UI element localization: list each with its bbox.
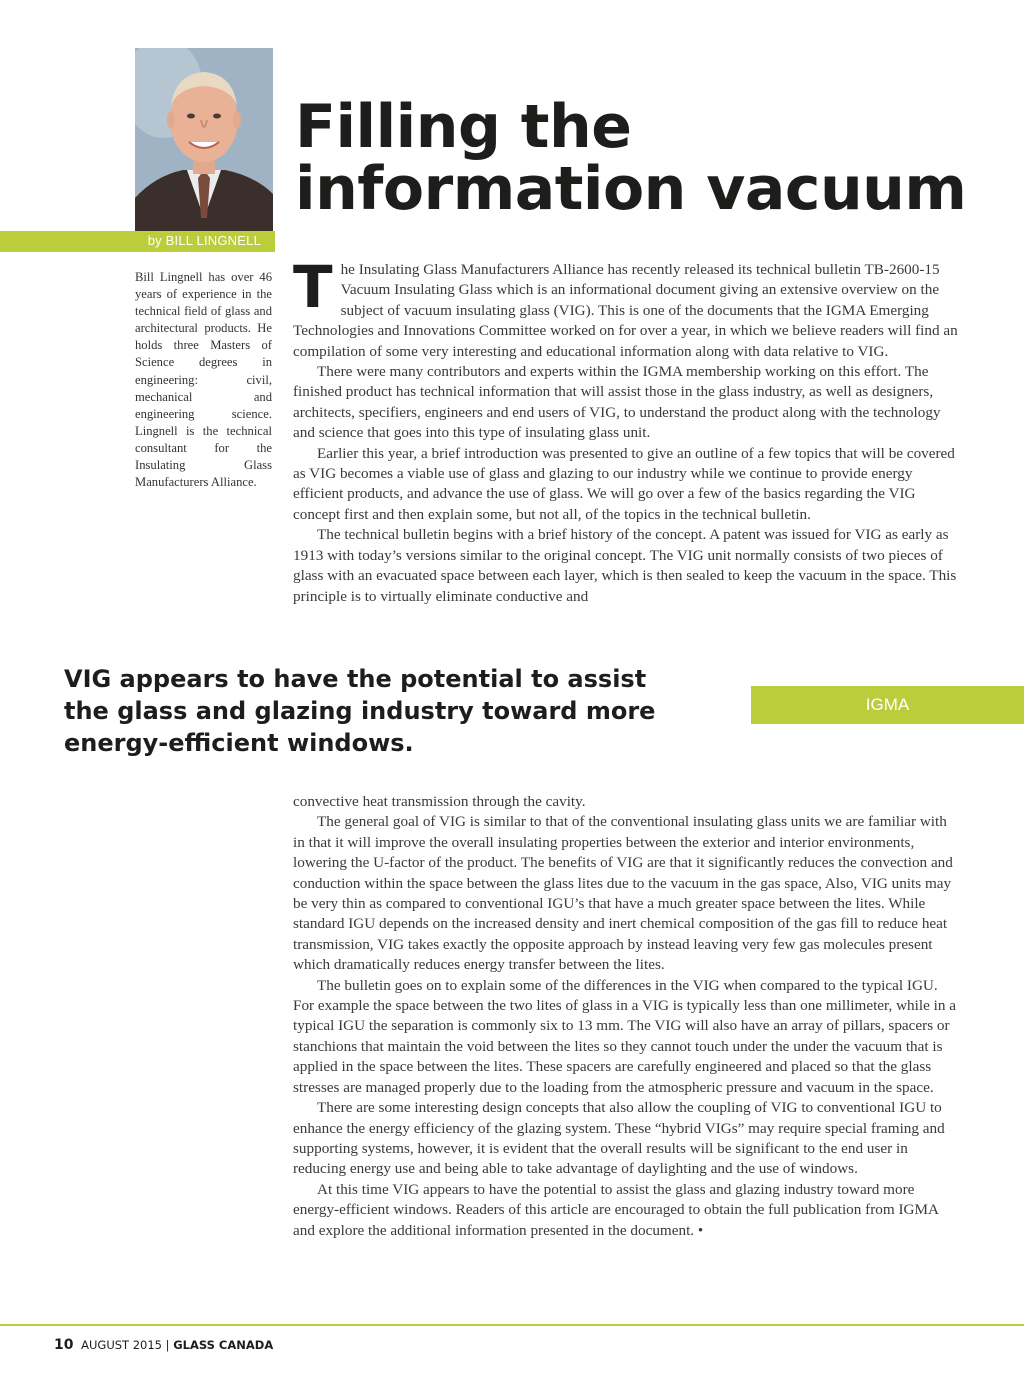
byline-bar: [0, 231, 275, 252]
body-paragraph: The general goal of VIG is similar to that of the conventional insulating glass units we are familiar with in that it will improve the overall insulating properties between the exterior and interior environments, lowering the U-factor of the product. The benefits of VIG are that it significantly reduces the convection and conduction within the space between the glass lites due to the vacuum in the gas space, Also, VIG units may be very thin as compared to conventional IGU’s that have a much greater space between the lites. While standard IGU depends on the increased density and inert chemical composition of the gas fill to reduce heat transmission, VIG takes exactly the opposite approach by instead leaving very few gas molecules present which dramatically reduces energy transfer between the lites.: [293, 813, 953, 974]
lead-paragraph: [293, 253, 961, 362]
article-body-bottom: [293, 792, 961, 1241]
page-number: 10: [54, 1337, 74, 1353]
drop-cap: T: [293, 253, 333, 321]
issue-date: AUGUST 2015 |: [81, 1338, 170, 1352]
author-byline: by BILL LINGNELL: [147, 233, 261, 248]
article-title: Filling the information vacuum: [295, 92, 967, 224]
body-paragraph: Earlier this year, a brief introduction was presented to give an outline of a few topics that will be covered as VIG becomes a viable use of glass and glazing to our industry while we continue to provide energy efficient products, and advance the use of glass. We will go over a few of the basics regarding the VIG concept first and then explain some, but not all, of the topics in the technical bulletin.: [293, 444, 955, 523]
author-photo: [135, 48, 273, 232]
continuation-line: convective heat transmission through the cavity.: [293, 793, 586, 810]
section-label: IGMA: [865, 695, 910, 714]
author-bio: Bill Lingnell has over 46 years of experience in the technical field of glass and architectural products. He holds three Masters of Science degrees in engineering: civil, mechanical and engineering science. Lingnell is the technical consultant for the Insulating Glass Manufacturers Alliance.: [135, 270, 272, 490]
article-body-top: [293, 253, 961, 607]
body-paragraph: At this time VIG appears to have the potential to assist the glass and glazing industry toward more energy-efficient windows. Readers of this article are encouraged to obtain the full publication from IGMA and explore the additional information presented in the document. •: [293, 1180, 939, 1239]
page-footer: [54, 1337, 273, 1353]
body-paragraph: The technical bulletin begins with a brief history of the concept. A patent was issued for VIG as early as 1913 with today’s versions similar to the original concept. The VIG unit normally consists of two pieces of glass with an evacuated space between each layer, which is then sealed to keep the vacuum in the space. This principle is to virtually eliminate conductive and: [293, 526, 957, 605]
author-portrait-image: [135, 48, 273, 232]
body-paragraph: There were many contributors and experts within the IGMA membership working on this effort. The finished product has technical information that will assist those in the glass industry, as well as designers, architects, specifiers, engineers and end users of VIG, to understand the product along with the technology and science that goes into this type of insulating glass unit.: [293, 363, 941, 442]
footer-rule: [0, 1324, 1024, 1326]
section-tab: [751, 686, 1024, 724]
body-paragraph: There are some interesting design concepts that also allow the coupling of VIG to conventional IGU to enhance the energy efficiency of the glazing system. These “hybrid VIGs” may require special framing and supporting systems, however, it is evident that the overall results will be significant to the end user in reducing energy use and being able to take advantage of daylighting and the use of windows.: [293, 1099, 945, 1178]
magazine-name: GLASS CANADA: [173, 1338, 274, 1352]
body-paragraph: The bulletin goes on to explain some of the differences in the VIG when compared to the typical IGU. For example the space between the two lites of glass in a VIG is typically less than one millimeter, while in a typical IGU the separation is commonly six to 13 mm. The VIG will also have an array of pillars, spacers or stanchions that maintain the void between the lites so they cannot touch under the under the vacuum that is applied in the space between the lites. These spacers are carefully engineered and placed so that the glass stresses are managed properly due to the loading from the atmospheric pressure and vacuum in the space.: [293, 976, 956, 1096]
lead-paragraph-text: he Insulating Glass Manufacturers Alliance has recently released its technical bulletin TB-2600-15 Vacuum Insulating Glass which is an informational document giving an extensive overview on the subject of vacuum insulating glass (VIG). This is one of the documents that the IGMA Emerging Technologies and Innovations Committee worked on for over a year, in which we believe readers will find an compilation of some very interesting and educational information along with data relative to VIG.: [293, 261, 958, 360]
pull-quote: VIG appears to have the potential to assist the glass and glazing industry toward more energy-efficient windows.: [64, 665, 656, 757]
